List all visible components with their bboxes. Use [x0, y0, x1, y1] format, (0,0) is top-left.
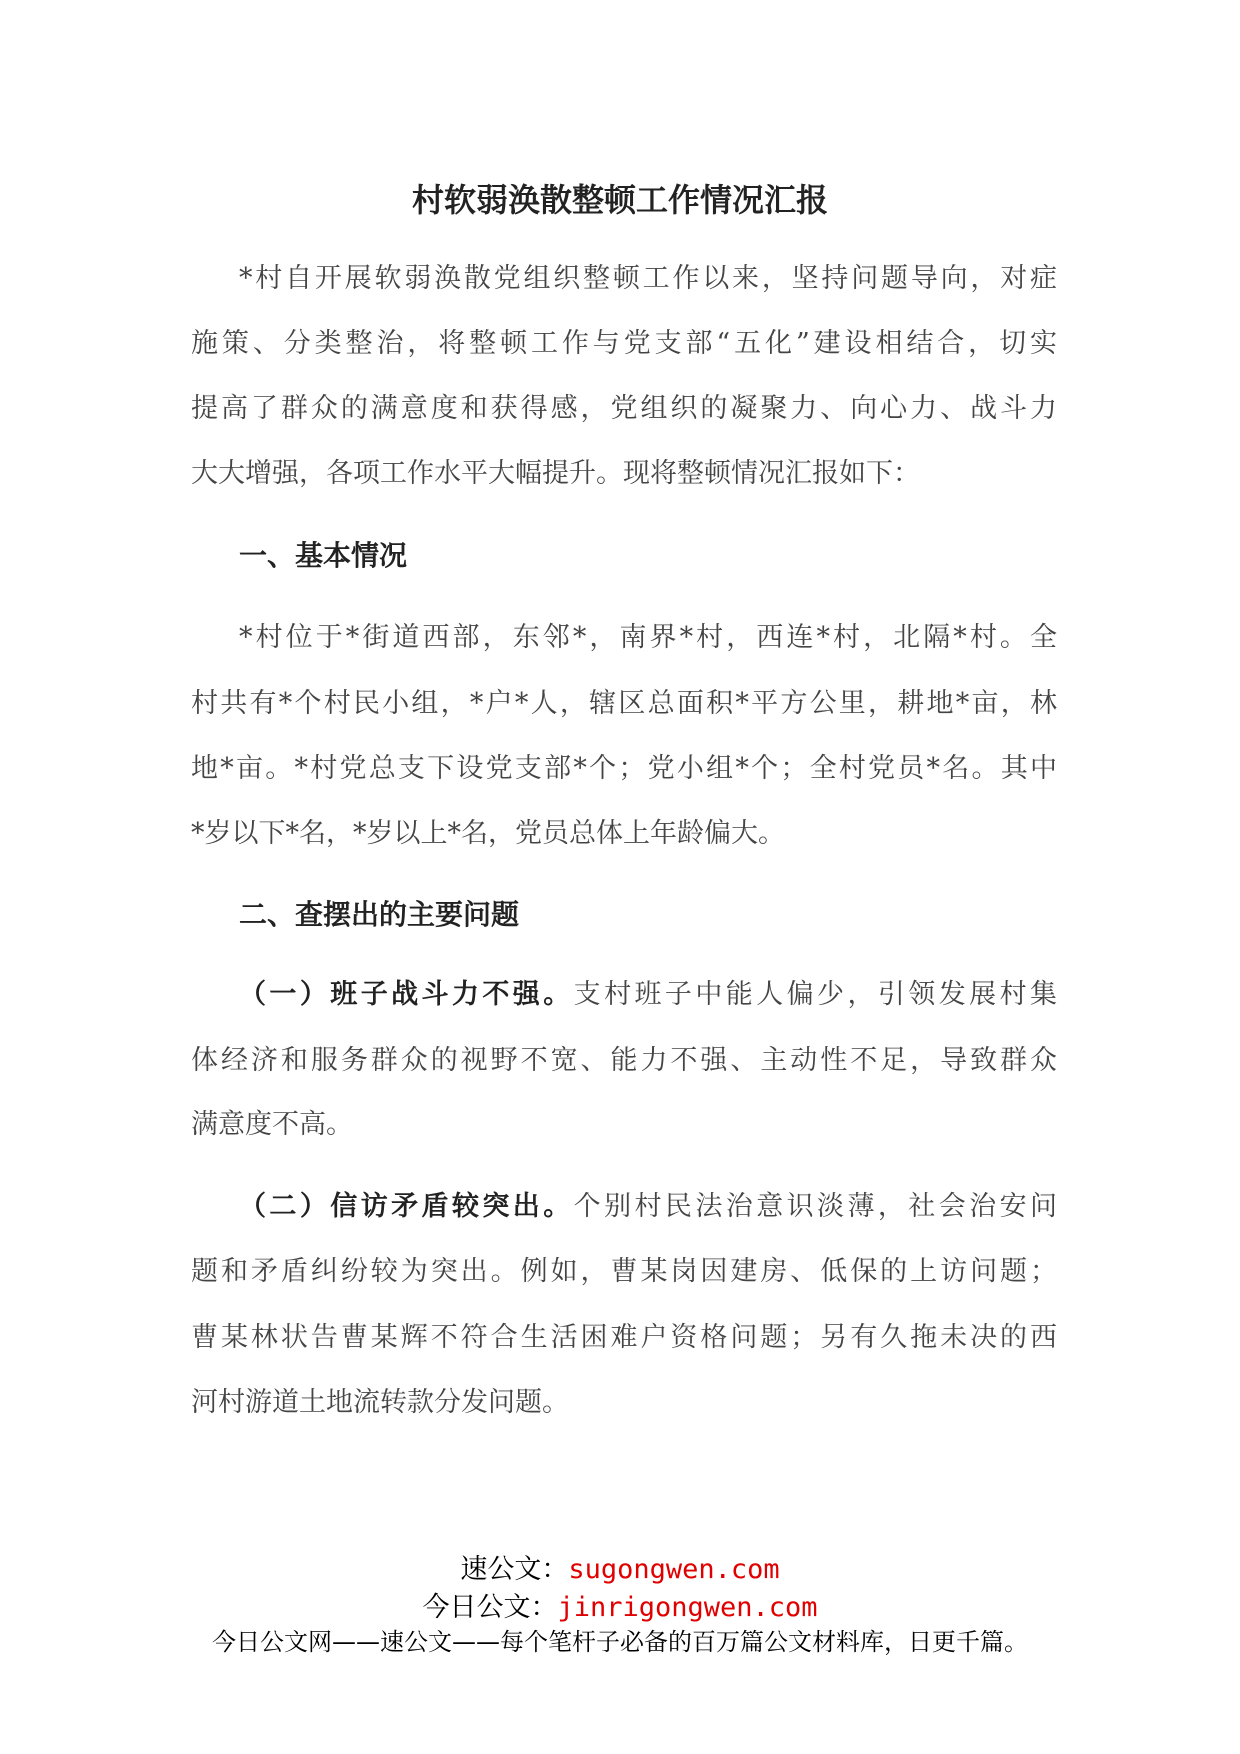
problem1-title: （一）班子战斗力不强。 — [239, 979, 574, 1010]
footer-label: 今日公文： — [422, 1592, 558, 1623]
problem1-line: 体经济和服务群众的视野不宽、能力不强、主动性不足，导致群众 — [191, 1045, 1057, 1076]
section1-line: 村共有*个村民小组，*户*人，辖区总面积*平方公里，耕地*亩，林 — [191, 688, 1057, 719]
section2-heading: 二、查摆出的主要问题 — [239, 898, 520, 931]
problem1-text: 支村班子中能人偏少，引领发展村集 — [573, 979, 1058, 1010]
problem2-text: 个别村民法治意识淡薄，社会治安问 — [573, 1191, 1058, 1222]
problem1-first-line — [239, 977, 1057, 1013]
problem2-line: 曹某林状告曹某辉不符合生活困难户资格问题；另有久拖未决的西 — [191, 1322, 1057, 1353]
problem2-title: （二）信访矛盾较突出。 — [239, 1191, 574, 1222]
sugongwen-link[interactable]: sugongwen.com — [568, 1554, 780, 1585]
section1-heading: 一、基本情况 — [239, 539, 408, 572]
section1-line: 地*亩。*村党总支下设党支部*个；党小组*个；全村党员*名。其中 — [191, 753, 1057, 784]
section1-line: *岁以下*名，*岁以上*名，党员总体上年龄偏大。 — [191, 818, 785, 849]
footer-slogan: 今日公文网——速公文——每个笔杆子必备的百万篇公文材料库，日更千篇。 — [212, 1628, 1028, 1656]
problem2-line: 河村游道土地流转款分发问题。 — [191, 1387, 569, 1418]
problem1-line: 满意度不高。 — [191, 1109, 353, 1140]
problem2-line: 题和矛盾纠纷较为突出。例如，曹某岗因建房、低保的上访问题； — [191, 1256, 1057, 1287]
intro-line: *村自开展软弱涣散党组织整顿工作以来，坚持问题导向，对症 — [239, 263, 1057, 294]
footer-label: 速公文： — [460, 1554, 569, 1585]
intro-line: 施策、分类整治，将整顿工作与党支部“五化”建设相结合，切实 — [191, 328, 1057, 359]
section1-line: *村位于*街道西部，东邻*，南界*村，西连*村，北隔*村。全 — [239, 622, 1057, 653]
problem2-first-line — [239, 1189, 1057, 1225]
footer-sugongwen — [0, 1552, 1240, 1588]
jinrigongwen-link[interactable]: jinrigongwen.com — [557, 1592, 818, 1623]
intro-line: 大大增强，各项工作水平大幅提升。现将整顿情况汇报如下： — [191, 458, 920, 489]
document-title: 村软弱涣散整顿工作情况汇报 — [411, 181, 828, 219]
intro-line: 提高了群众的满意度和获得感，党组织的凝聚力、向心力、战斗力 — [191, 393, 1057, 424]
footer-jinrigongwen — [0, 1590, 1240, 1626]
